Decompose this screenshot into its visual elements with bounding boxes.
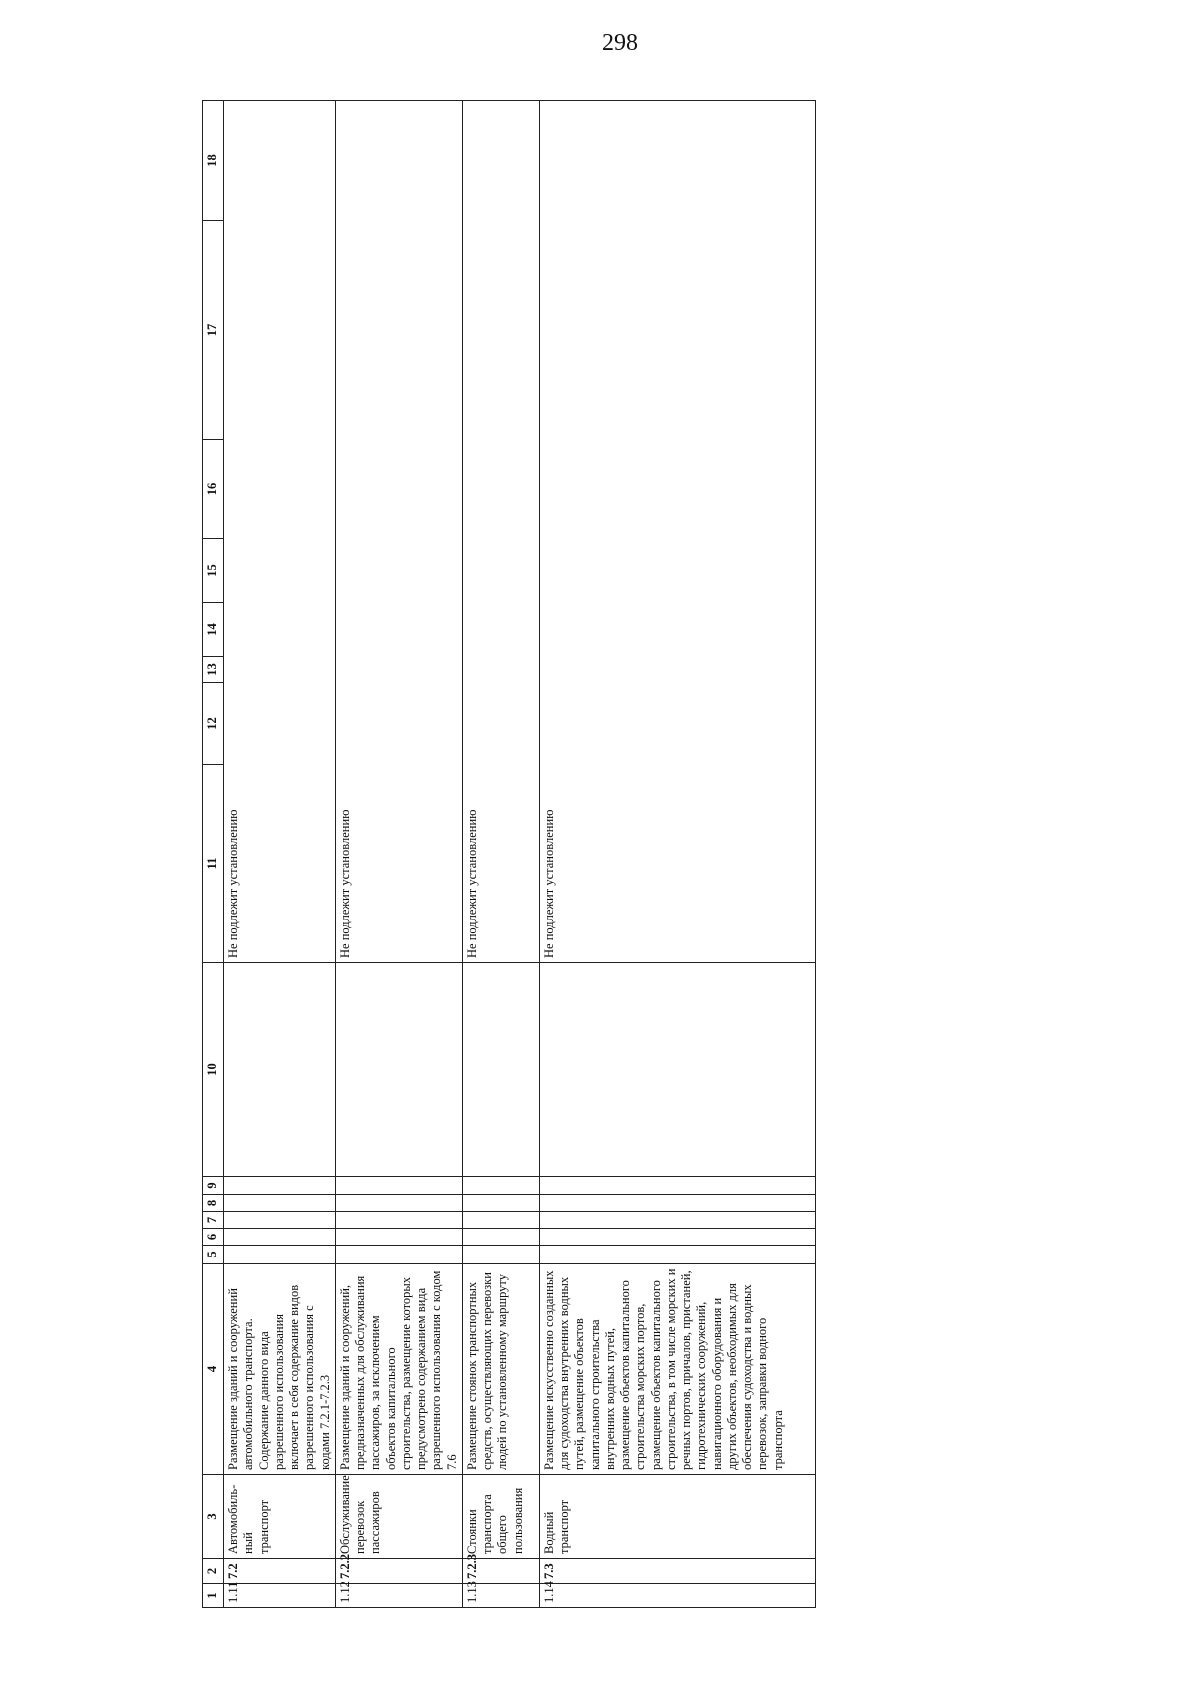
empty-cell <box>462 1246 539 1264</box>
empty-cell <box>224 1246 336 1264</box>
empty-cell <box>462 1212 539 1229</box>
empty-cell <box>335 1229 462 1246</box>
col-header-1: 1 <box>203 1584 224 1608</box>
empty-cell <box>335 1195 462 1212</box>
use-code: 7.3 <box>539 1559 815 1584</box>
col-header-13: 13 <box>203 657 224 683</box>
empty-cell <box>539 1177 815 1195</box>
empty-cell <box>539 1229 815 1246</box>
col-header-16: 16 <box>203 440 224 539</box>
params-merged-cell: Не подлежит установлению <box>539 101 815 963</box>
empty-cell <box>224 1229 336 1246</box>
empty-cell <box>462 963 539 1177</box>
empty-cell <box>335 1246 462 1264</box>
row-number: 1.13 <box>462 1584 539 1608</box>
col-header-12: 12 <box>203 683 224 765</box>
empty-cell <box>539 963 815 1177</box>
use-name: Автомобиль- ный транспорт <box>224 1475 336 1559</box>
rotated-table-container <box>202 101 803 1608</box>
col-header-3: 3 <box>203 1475 224 1559</box>
use-code: 7.2.2 <box>335 1559 462 1584</box>
params-merged-cell: Не подлежит установлению <box>335 101 462 963</box>
col-header-5: 5 <box>203 1246 224 1264</box>
row-number: 1.14 <box>539 1584 815 1608</box>
regulations-table <box>202 100 816 1608</box>
col-header-7: 7 <box>203 1212 224 1229</box>
table-row <box>335 101 462 1608</box>
empty-cell <box>224 963 336 1177</box>
empty-cell <box>335 963 462 1177</box>
use-name: Стоянки транспорта общего пользования <box>462 1475 539 1559</box>
empty-cell <box>462 1195 539 1212</box>
use-code: 7.2.3 <box>462 1559 539 1584</box>
row-number: 1.11 <box>224 1584 336 1608</box>
empty-cell <box>335 1177 462 1195</box>
empty-cell <box>462 1229 539 1246</box>
col-header-14: 14 <box>203 603 224 657</box>
table-row <box>462 101 539 1608</box>
col-header-17: 17 <box>203 221 224 440</box>
col-header-10: 10 <box>203 963 224 1177</box>
header-row <box>203 101 224 1608</box>
use-description: Размещение искусственно созданных для судоходства внутренних водных путей, размещение объектов капитального строительства внутренних водных путей, размещение объектов капитального строительства морских портов, размещение объектов капитального строительства, в том числе морских и речных портов, причалов, пристаней, гидротехнических сооружений, навигационного оборудования и других объектов, необходимых для обеспечения судоходства и водных перевозок, заправки водного транспорта <box>539 1264 815 1475</box>
col-header-6: 6 <box>203 1229 224 1246</box>
table-row <box>224 101 336 1608</box>
empty-cell <box>539 1212 815 1229</box>
col-header-4: 4 <box>203 1264 224 1475</box>
col-header-2: 2 <box>203 1559 224 1584</box>
col-header-18: 18 <box>203 101 224 221</box>
params-merged-cell: Не подлежит установлению <box>462 101 539 963</box>
use-code: 7.2 <box>224 1559 336 1584</box>
col-header-11: 11 <box>203 765 224 963</box>
col-header-9: 9 <box>203 1177 224 1195</box>
use-name: Водный транспорт <box>539 1475 815 1559</box>
col-header-15: 15 <box>203 539 224 603</box>
empty-cell <box>224 1177 336 1195</box>
table-row <box>539 101 815 1608</box>
empty-cell <box>462 1177 539 1195</box>
row-number: 1.12 <box>335 1584 462 1608</box>
use-name: Обслуживание перевозок пассажиров <box>335 1475 462 1559</box>
empty-cell <box>539 1246 815 1264</box>
use-description: Размещение зданий и сооружений автомобильного транспорта. Содержание данного вида разрешенного использования включает в себя содержание видов разрешенного использования с кодами 7.2.1-7.2.3 <box>224 1264 336 1475</box>
empty-cell <box>539 1195 815 1212</box>
page-number: 298 <box>602 30 638 56</box>
empty-cell <box>335 1212 462 1229</box>
use-description: Размещение стоянок транспортных средств, осуществляющих перевозки людей по установленному маршруту <box>462 1264 539 1475</box>
empty-cell <box>224 1212 336 1229</box>
params-merged-cell: Не подлежит установлению <box>224 101 336 963</box>
col-header-8: 8 <box>203 1195 224 1212</box>
use-description: Размещение зданий и сооружений, предназначенных для обслуживания пассажиров, за исключением объектов капитального строительства, размещение которых предусмотрено содержанием вида разрешенного использования с кодом 7.6 <box>335 1264 462 1475</box>
empty-cell <box>224 1195 336 1212</box>
